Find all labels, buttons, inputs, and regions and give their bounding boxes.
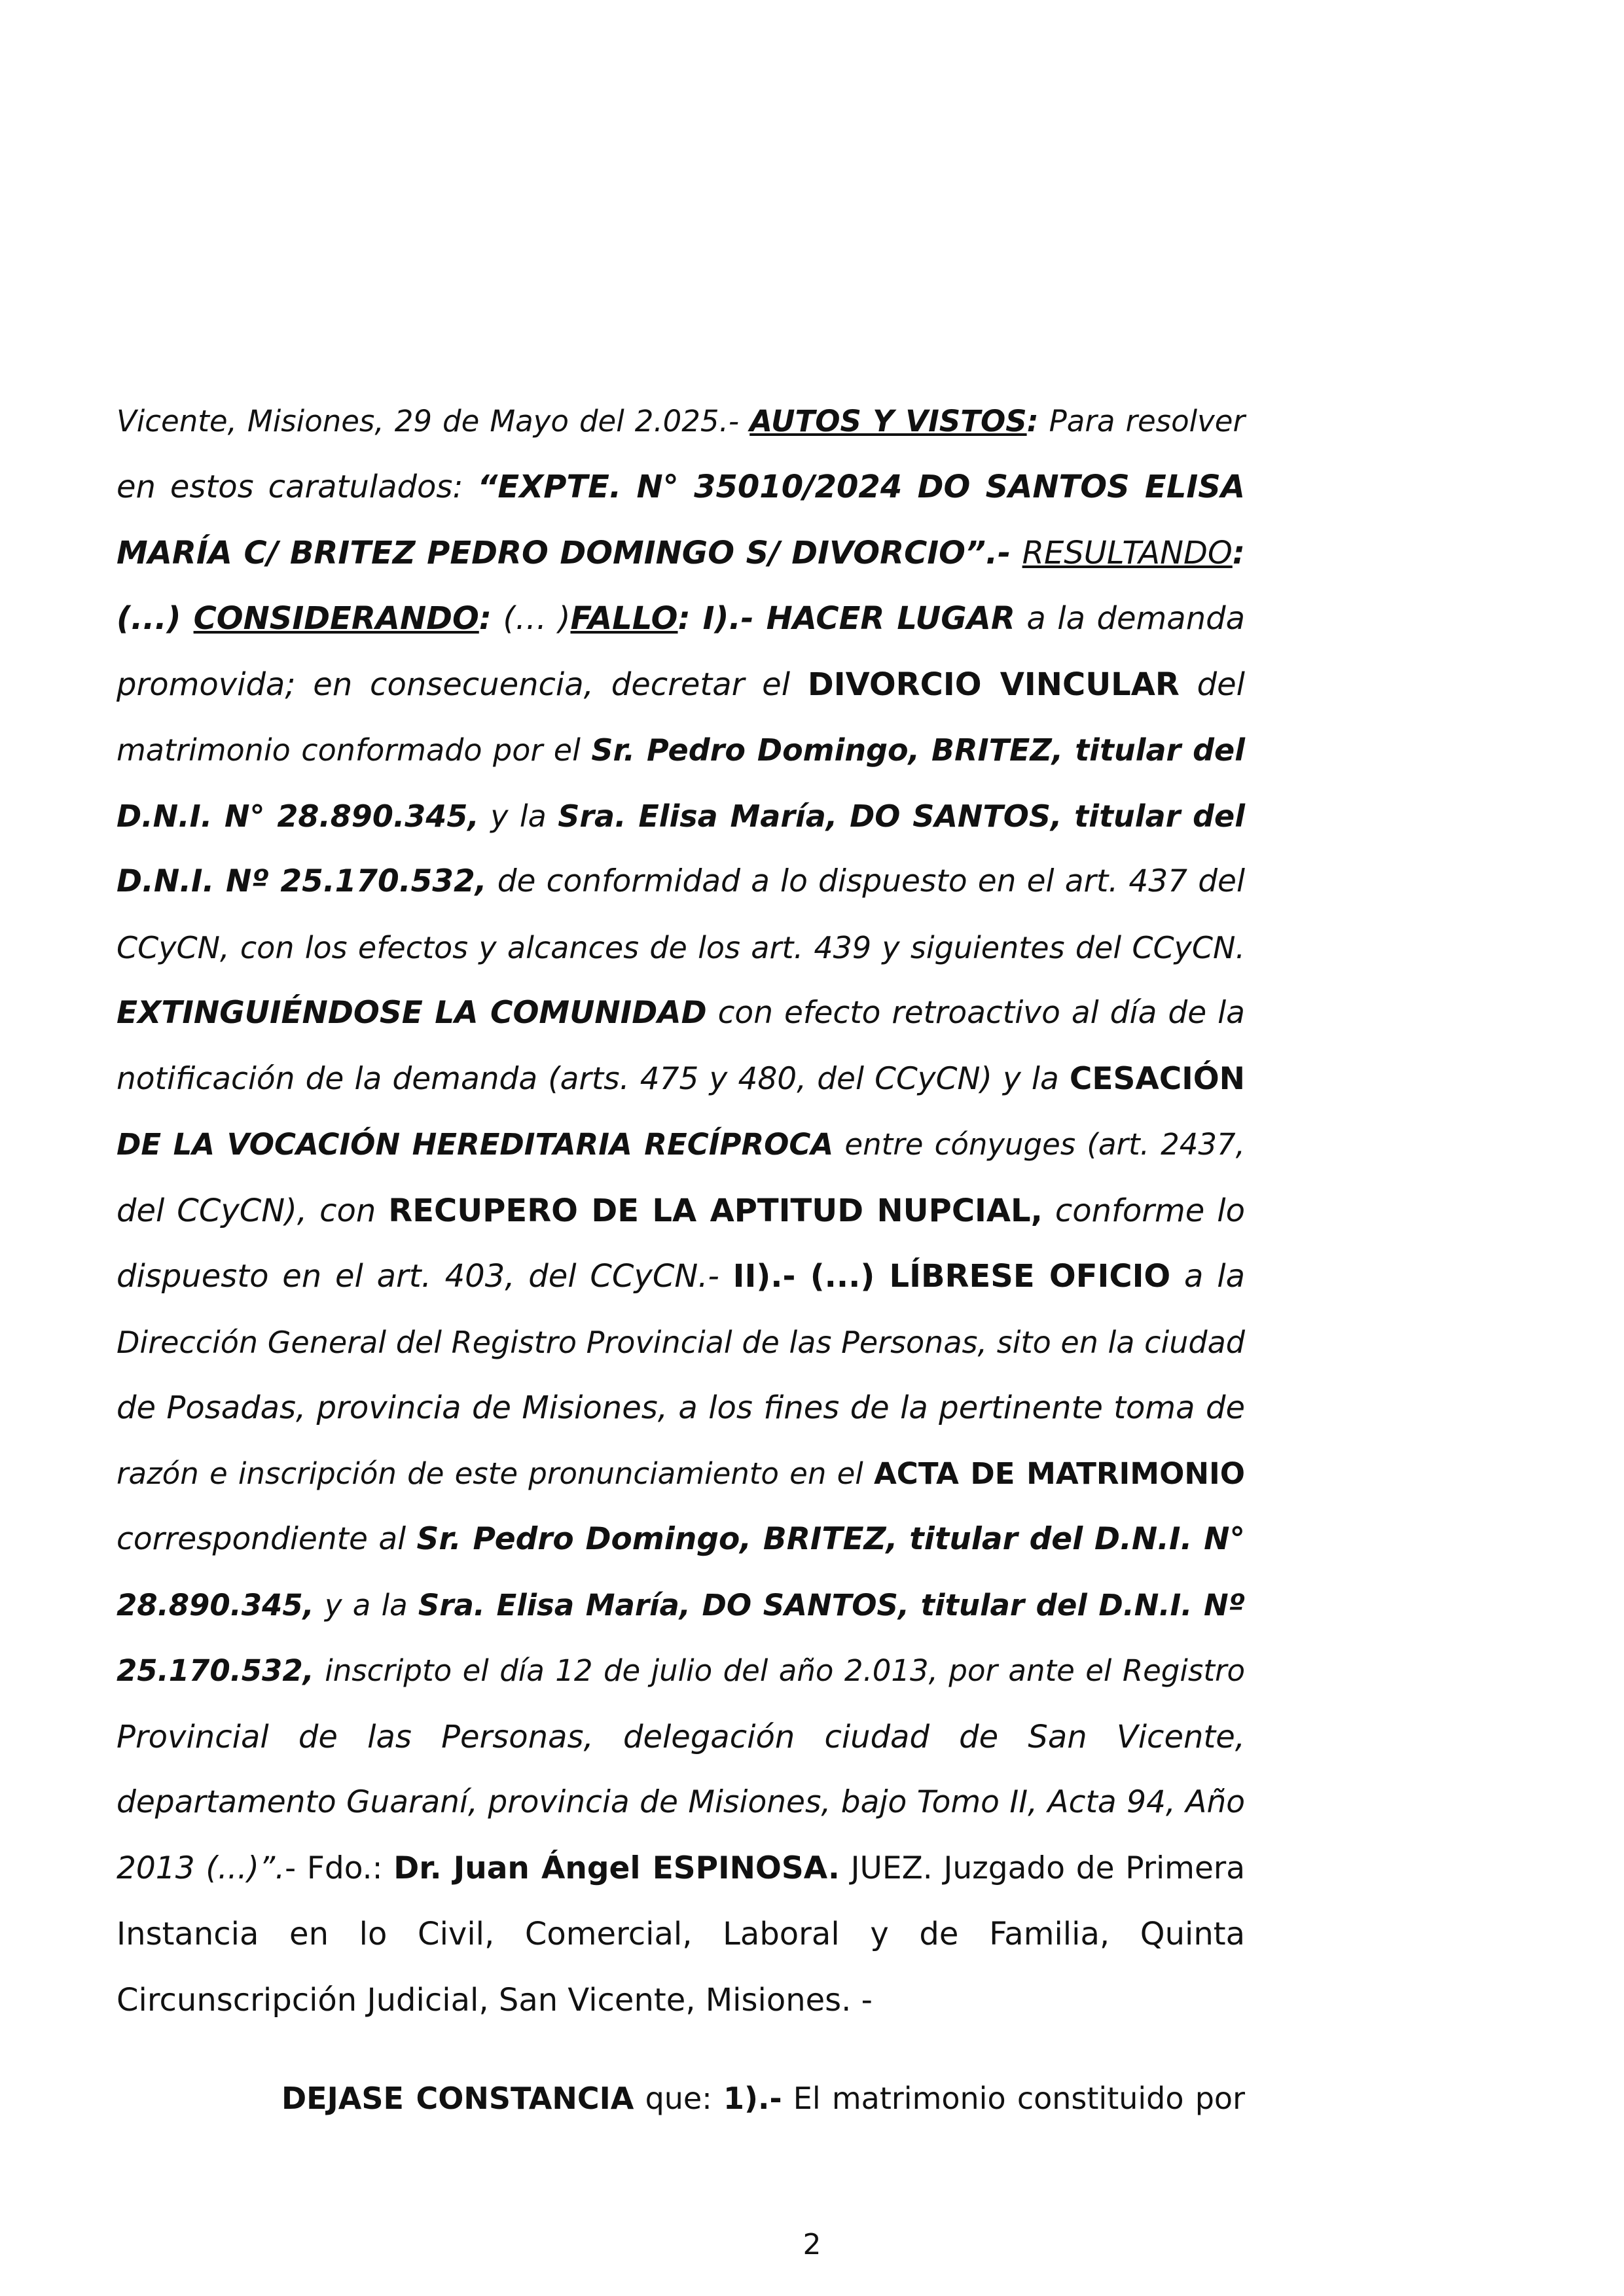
text-run: 25.170.532, — [117, 1653, 314, 1688]
text-line — [117, 1975, 1245, 2026]
text-run: DIVORCIO VINCULAR — [807, 666, 1180, 703]
text-run: con efecto retroactivo al día de la — [706, 995, 1245, 1031]
text-line — [117, 1514, 1245, 1565]
text-run: Circunscripción Judicial, San Vicente, Misiones. - — [117, 1982, 873, 2018]
text-line — [117, 593, 1245, 644]
text-run: “EXPTE. N° 35010/2024 DO SANTOS ELISA — [477, 469, 1246, 505]
text-run: conforme lo — [1042, 1193, 1245, 1229]
text-line — [117, 528, 1245, 579]
text-run: del — [1179, 666, 1246, 703]
text-line — [117, 396, 1245, 447]
text-line — [117, 1712, 1245, 1763]
text-line — [117, 856, 1245, 907]
text-run: en estos caratulados: — [117, 469, 478, 505]
text-run: Sr. Pedro Domingo, BRITEZ, titular del D.N.I. N° — [416, 1521, 1245, 1557]
text-line — [117, 1909, 1245, 1960]
text-line — [117, 659, 1245, 710]
text-line — [281, 2073, 1245, 2124]
text-run: MARÍA C/ BRITEZ PEDRO DOMINGO S/ DIVORCIO”.- — [117, 535, 1022, 571]
text-run: notificación de la demanda (arts. 475 y 480, del CCyCN) y la — [117, 1061, 1070, 1097]
text-run: razón e inscripción de este pronunciamiento en el — [117, 1456, 874, 1491]
text-line — [117, 1251, 1245, 1302]
text-line — [117, 461, 1245, 512]
text-line — [117, 1448, 1245, 1499]
text-run: CCyCN, con los efectos y alcances de los art. 439 y siguientes del CCyCN. — [117, 930, 1245, 965]
text-run: dispuesto en el art. 403, del CCyCN.- — [117, 1258, 733, 1295]
text-run: ACTA DE MATRIMONIO — [873, 1456, 1245, 1491]
text-run: D.N.I. N° 28.890.345, — [117, 798, 479, 834]
text-line — [117, 1119, 1245, 1170]
text-run: del CCyCN), con — [117, 1193, 389, 1229]
text-run: - Fdo.: — [285, 1850, 394, 1886]
text-run: departamento Guaraní, provincia de Misiones, bajo Tomo II, Acta 94, Año — [117, 1784, 1245, 1820]
text-run: a la demanda — [1015, 600, 1246, 637]
text-run: Sra. Elisa María, DO SANTOS, titular del — [558, 798, 1245, 834]
text-run: de conformidad a lo dispuesto en el art. 437 del — [486, 863, 1246, 899]
text-run: y a la — [314, 1588, 418, 1623]
text-run: AUTOS Y VISTOS — [749, 404, 1027, 439]
text-line — [117, 1382, 1245, 1433]
text-line — [117, 1645, 1245, 1696]
text-line — [117, 725, 1245, 776]
text-run: : — [478, 600, 492, 637]
text-run: (… ) — [491, 600, 571, 637]
text-run: 28.890.345, — [117, 1588, 314, 1623]
text-line — [117, 1054, 1245, 1105]
text-run: Sr. Pedro Domingo, BRITEZ, titular del — [591, 732, 1245, 768]
text-run: CONSIDERANDO — [193, 600, 479, 637]
text-run: D.N.I. Nº 25.170.532, — [117, 863, 487, 899]
text-run: Dr. Juan Ángel ESPINOSA. — [393, 1850, 840, 1886]
text-run: a la — [1170, 1258, 1245, 1295]
text-run: EXTINGUIÉNDOSE LA COMUNIDAD — [117, 995, 707, 1031]
text-run: : — [1232, 535, 1245, 571]
text-line — [117, 988, 1245, 1039]
text-run: Vicente, Misiones, 29 de Mayo del 2.025.- — [117, 404, 750, 439]
text-run: (...) — [117, 600, 194, 637]
text-run: DEJASE CONSTANCIA — [281, 2081, 634, 2116]
text-run: CESACIÓN — [1069, 1061, 1245, 1097]
text-run: correspondiente al — [117, 1521, 417, 1557]
text-run: RECUPERO DE LA APTITUD NUPCIAL, — [388, 1193, 1043, 1229]
text-run: II).- (...) LÍBRESE OFICIO — [732, 1258, 1171, 1295]
text-run: que: — [634, 2081, 723, 2116]
text-run: de Posadas, provincia de Misiones, a los fines de la pertinente toma de — [117, 1390, 1245, 1426]
text-line — [117, 1317, 1245, 1368]
text-line — [117, 1185, 1245, 1236]
text-run: FALLO — [570, 600, 678, 637]
text-run: : — [1026, 404, 1039, 439]
text-line — [117, 1777, 1245, 1828]
text-run: DE LA VOCACIÓN HEREDITARIA RECÍPROCA — [117, 1127, 834, 1162]
text-run: matrimonio conformado por el — [117, 732, 592, 768]
text-line — [117, 1580, 1245, 1631]
text-run: Provincial de las Personas, delegación ciudad de San Vicente, — [117, 1719, 1245, 1755]
text-run: Para resolver — [1038, 404, 1245, 439]
text-run: 1).- — [723, 2081, 782, 2116]
text-run: inscripto el día 12 de julio del año 2.013, por ante el Registro — [314, 1653, 1245, 1688]
text-run: El matrimonio constituido por — [782, 2081, 1245, 2116]
text-run: Dirección General del Registro Provincial de las Personas, sito en la ciudad — [117, 1325, 1245, 1360]
text-line — [117, 791, 1245, 842]
text-run: promovida; en consecuencia, decretar el — [117, 666, 808, 703]
text-run: 2013 (...)”. — [117, 1850, 285, 1886]
text-run: Instancia en lo Civil, Comercial, Laboral y de Familia, Quinta — [117, 1916, 1245, 1952]
page-number: 2 — [803, 2228, 821, 2261]
text-run: RESULTANDO — [1022, 535, 1233, 571]
text-run: : I).- HACER LUGAR — [677, 600, 1015, 637]
text-line — [117, 922, 1245, 973]
text-line — [117, 1843, 1245, 1894]
text-run: JUEZ. Juzgado de Primera — [839, 1850, 1245, 1886]
text-run: y la — [478, 798, 558, 834]
text-run: entre cónyuges (art. 2437, — [833, 1127, 1245, 1162]
text-run: Sra. Elisa María, DO SANTOS, titular del D.N.I. Nº — [418, 1588, 1245, 1623]
